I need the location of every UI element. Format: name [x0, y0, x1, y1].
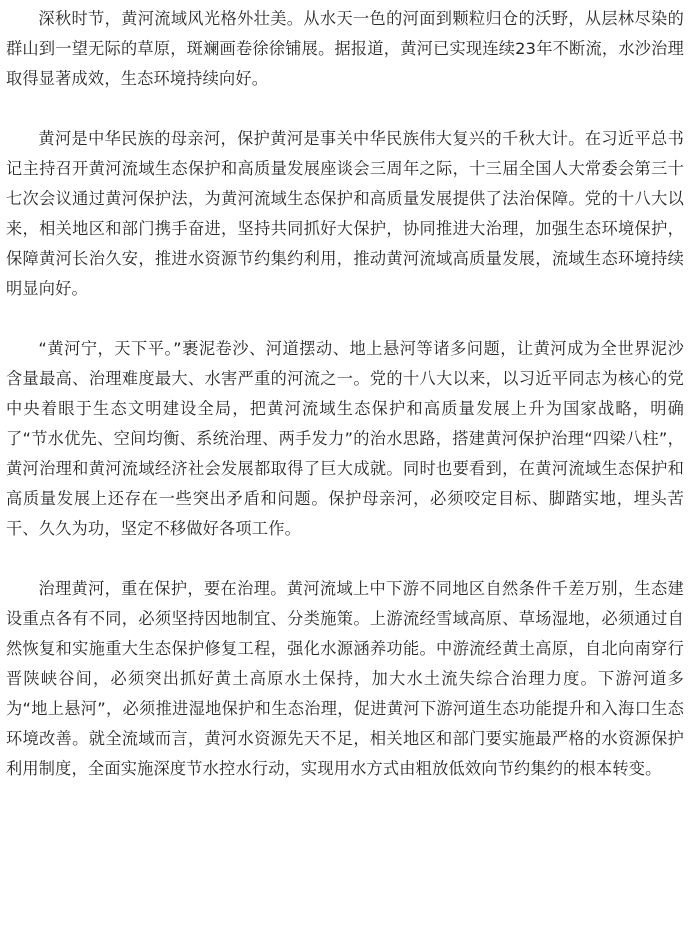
paragraph-1: 深秋时节，黄河流域风光格外壮美。从水天一色的河面到颗粒归仓的沃野，从层林尽染的群山到一望无际的草原，斑斓画卷徐徐铺展。据报道，黄河已实现连续23年不断流，水沙治理取得显著成效，生态环境持续向好。 [6, 9, 684, 88]
paragraph-3: “黄河宁，天下平。”裹泥卷沙、河道摆动、地上悬河等诸多问题，让黄河成为全世界泥沙含量最高、治理难度最大、水害严重的河流之一。党的十八大以来，以习近平同志为核心的党中央着眼于生态文明建设全局，把黄河流域生态保护和高质量发展上升为国家战略，明确了“节水优先、空间均衡、系统治理、两手发力”的治水思路，搭建黄河保护治理“四梁八柱”，黄河治理和黄河流域经济社会发展都取得了巨大成就。同时也要看到，在黄河流域生态保护和高质量发展上还存在一些突出矛盾和问题。保护母亲河，必须咬定目标、脚踏实地，埋头苦干、久久为功，坚定不移做好各项工作。 [6, 339, 684, 538]
paragraph-2: 黄河是中华民族的母亲河，保护黄河是事关中华民族伟大复兴的千秋大计。在习近平总书记主持召开黄河流域生态保护和高质量发展座谈会三周年之际，十三届全国人大常委会第三十七次会议通过黄河保护法，为黄河流域生态保护和高质量发展提供了法治保障。党的十八大以来，相关地区和部门携手奋进，坚持共同抓好大保护，协同推进大治理，加强生态环境保护，保障黄河长治久安，推进水资源节约集约利用，推动黄河流域高质量发展，流域生态环境持续明显向好。 [6, 129, 684, 298]
paragraph-4: 治理黄河，重在保护，要在治理。黄河流域上中下游不同地区自然条件千差万别，生态建设重点各有不同，必须坚持因地制宜、分类施策。上游流经雪域高原、草场湿地，必须通过自然恢复和实施重大生态保护修复工程，强化水源涵养功能。中游流经黄土高原，自北向南穿行晋陕峡谷间，必须突出抓好黄土高原水土保持，加大水土流失综合治理力度。下游河道多为“地上悬河”，必须推进湿地保护和生态治理，促进黄河下游河道生态功能提升和入海口生态环境改善。就全流域而言，黄河水资源先天不足，相关地区和部门要实施最严格的水资源保护利用制度，全面实施深度节水控水行动，实现用水方式由粗放低效向节约集约的根本转变。 [6, 579, 684, 778]
